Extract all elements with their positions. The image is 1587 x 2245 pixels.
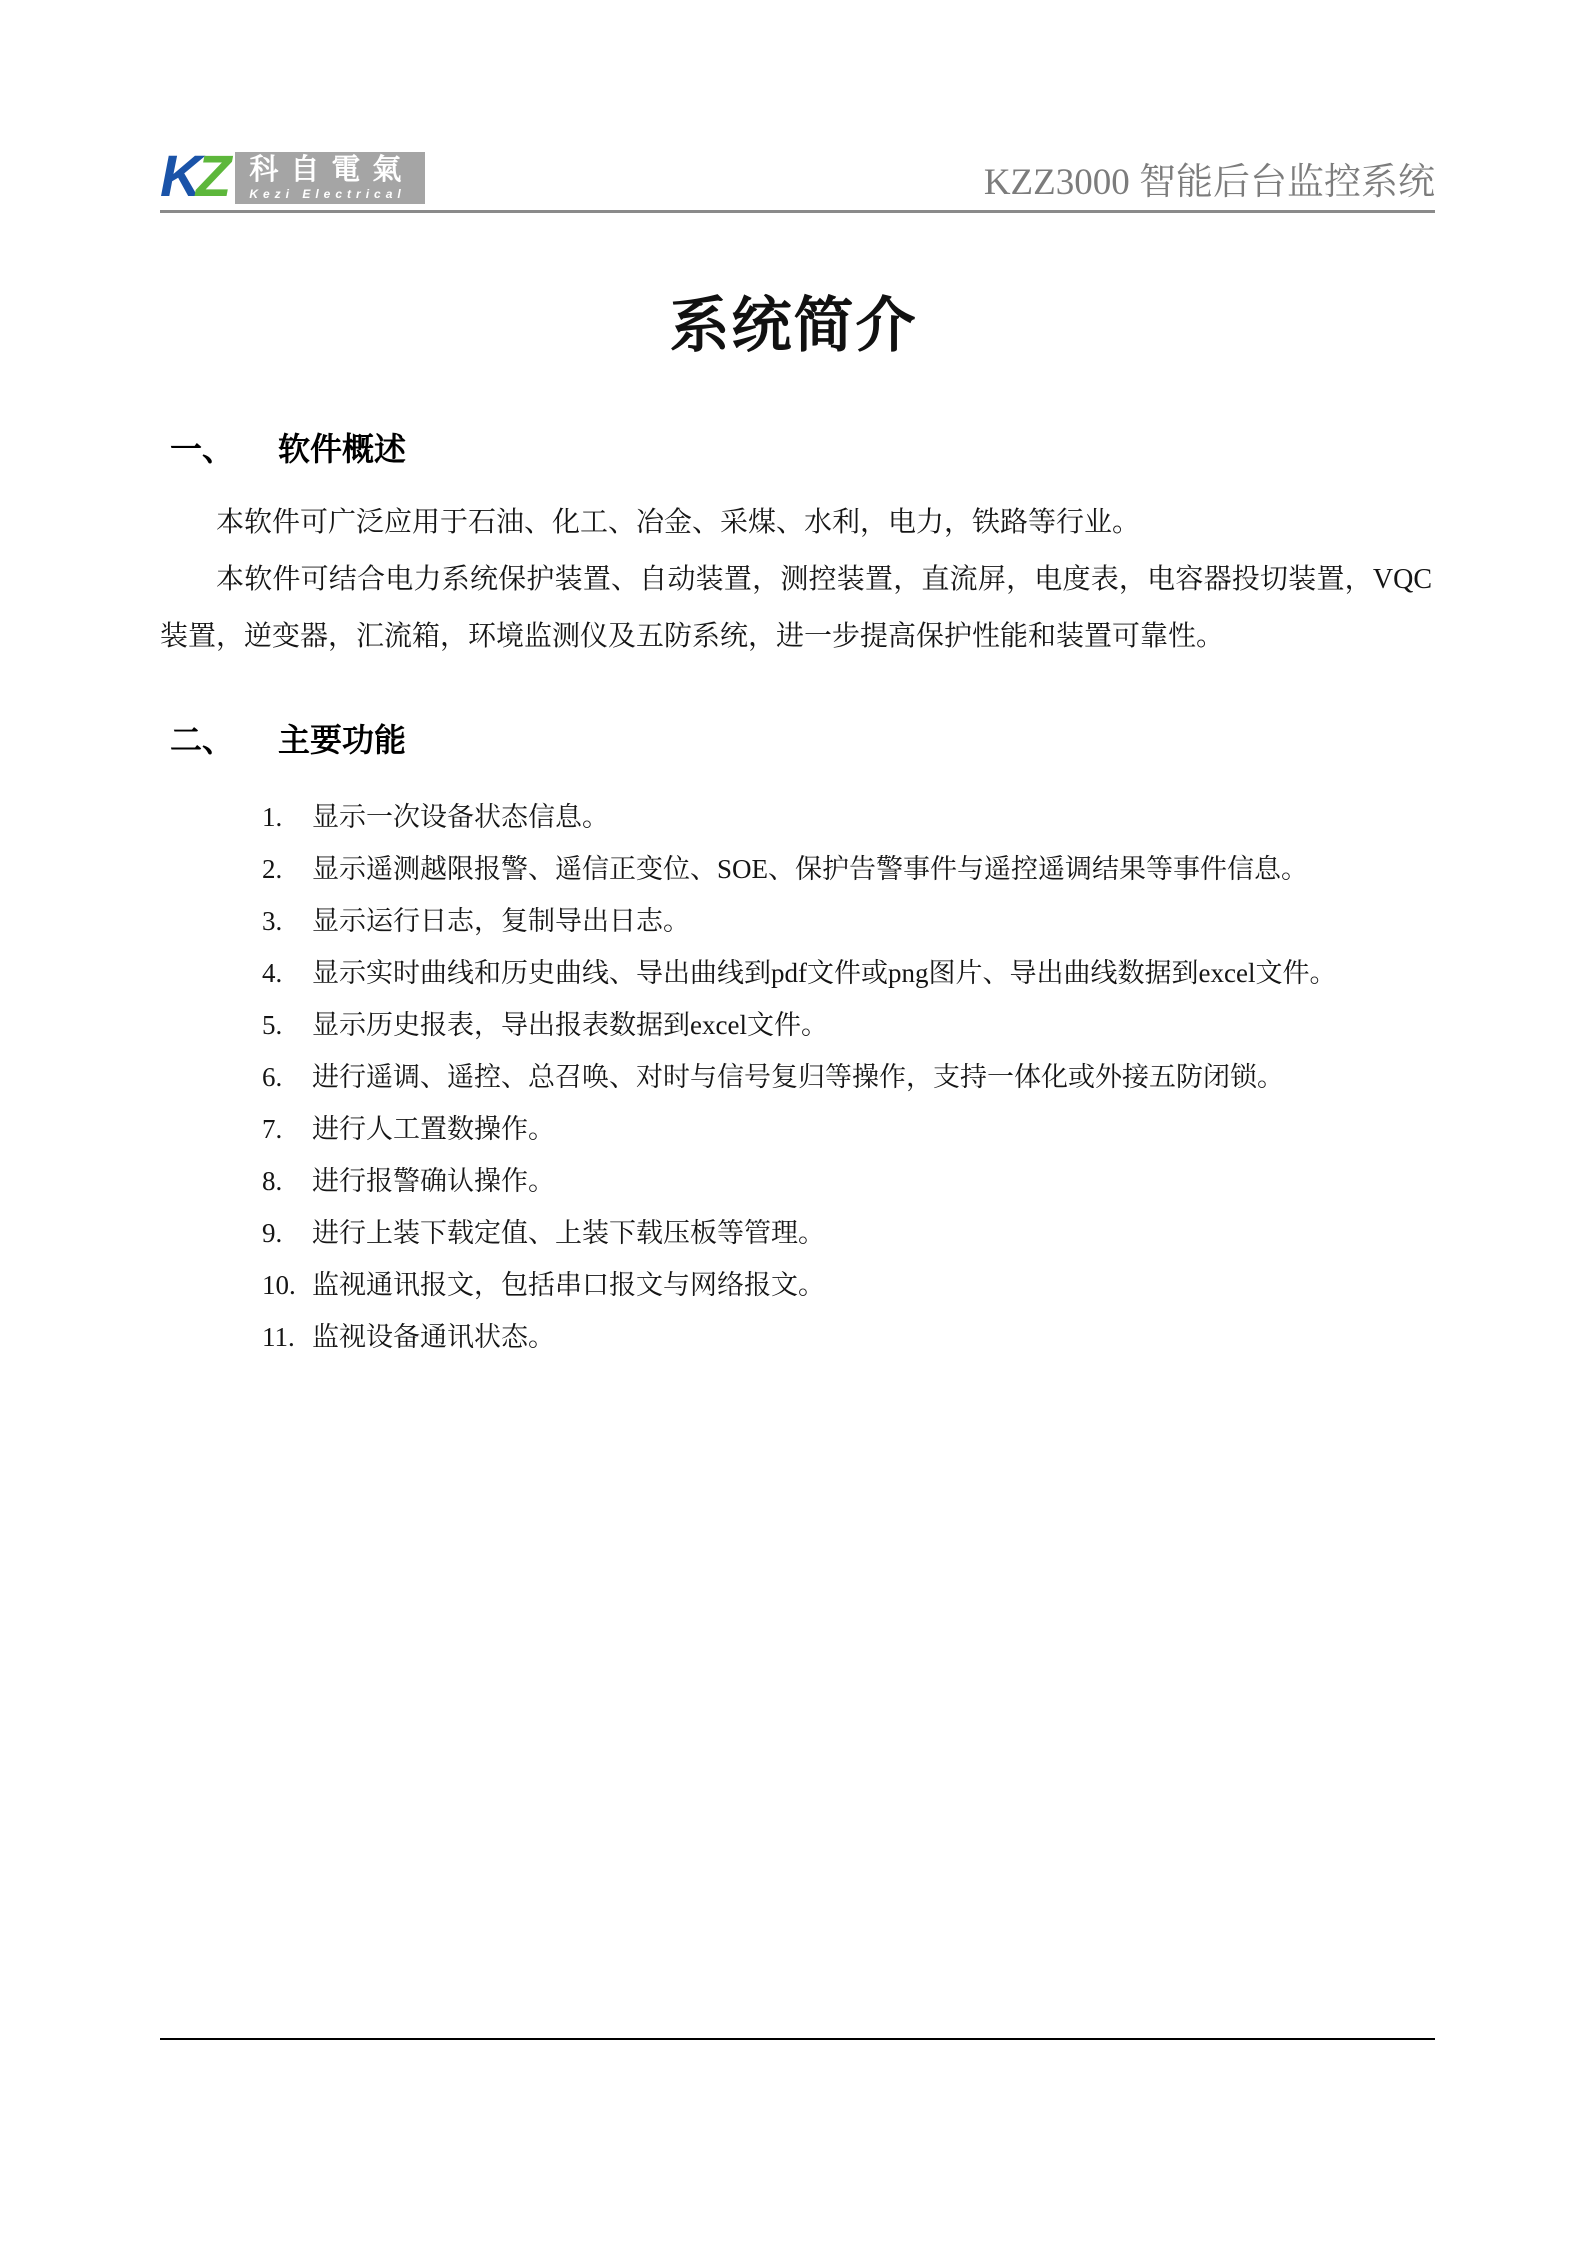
feature-list <box>160 791 1432 1363</box>
list-item-text: 进行报警确认操作。 <box>312 1166 555 1196</box>
list-item-text: 显示运行日志，复制导出日志。 <box>312 906 690 936</box>
list-item <box>262 1259 1432 1311</box>
section-software-overview <box>160 424 1432 665</box>
list-item-text: 监视通讯报文，包括串口报文与网络报文。 <box>312 1270 825 1300</box>
list-item <box>262 1103 1432 1155</box>
list-item <box>262 947 1432 999</box>
list-item-number: 3. <box>262 906 283 936</box>
list-item <box>262 1155 1432 1207</box>
document-content <box>160 424 1432 1363</box>
list-item <box>262 1207 1432 1259</box>
list-item <box>262 791 1432 843</box>
list-item-number: 6. <box>262 1062 283 1092</box>
list-item-text: 进行人工置数操作。 <box>312 1114 555 1144</box>
paragraph: 本软件可广泛应用于石油、化工、冶金、采煤、水利，电力，铁路等行业。 <box>216 507 1141 538</box>
list-item-number: 9. <box>262 1218 283 1248</box>
logo-name-box <box>235 152 425 204</box>
list-item-number: 7. <box>262 1114 283 1144</box>
list-item-number: 1. <box>262 802 283 832</box>
list-item <box>262 1051 1432 1103</box>
logo-kz-monogram <box>160 144 235 209</box>
logo-company-name-cn: 科自電氣 <box>249 154 414 186</box>
list-item-number: 11. <box>262 1322 295 1352</box>
list-item-number: 8. <box>262 1166 283 1196</box>
list-item-text: 显示实时曲线和历史曲线、导出曲线到pdf文件或png图片、导出曲线数据到excel文件。 <box>312 958 1337 988</box>
list-item-number: 2. <box>262 854 283 884</box>
header-product-title: KZZ3000 智能后台监控系统 <box>983 162 1435 204</box>
list-item <box>262 895 1432 947</box>
section1-heading <box>160 424 1432 470</box>
section2-heading <box>160 715 1432 761</box>
list-item-number: 4. <box>262 958 283 988</box>
list-item-text: 显示遥测越限报警、遥信正变位、SOE、保护告警事件与遥控遥调结果等事件信息。 <box>312 854 1309 884</box>
list-item-text: 监视设备通讯状态。 <box>312 1322 555 1352</box>
list-item-text: 显示历史报表，导出报表数据到excel文件。 <box>312 1010 828 1040</box>
section1-label: 软件概述 <box>278 431 407 467</box>
list-item <box>262 999 1432 1051</box>
logo-company-name-en: Kezi Electrical <box>249 186 406 201</box>
page-header <box>160 144 1435 213</box>
page-title: 系统简介 <box>669 292 918 359</box>
list-item-text: 进行遥调、遥控、总召唤、对时与信号复归等操作，支持一体化或外接五防闭锁。 <box>312 1062 1284 1092</box>
section1-paragraphs <box>160 494 1432 665</box>
list-item <box>262 843 1432 895</box>
list-item-text: 显示一次设备状态信息。 <box>312 802 609 832</box>
list-item-number: 10. <box>262 1270 296 1300</box>
section-main-functions <box>160 715 1432 1363</box>
list-item <box>262 1311 1432 1363</box>
paragraph: 本软件可结合电力系统保护装置、自动装置，测控装置，直流屏，电度表，电容器投切装置，VQC装置，逆变器，汇流箱，环境监测仪及五防系统，进一步提高保护性能和装置可靠性。 <box>160 564 1432 652</box>
logo-letter-z: Z <box>195 144 226 209</box>
footer-divider <box>160 2038 1435 2040</box>
list-item-number: 5. <box>262 1010 283 1040</box>
section2-label: 主要功能 <box>278 722 407 758</box>
section2-number: 二、 <box>170 722 235 758</box>
company-logo <box>160 144 425 209</box>
list-item-text: 进行上装下载定值、上装下载压板等管理。 <box>312 1218 825 1248</box>
section1-number: 一、 <box>170 431 235 467</box>
logo-letter-k: K <box>160 144 196 209</box>
